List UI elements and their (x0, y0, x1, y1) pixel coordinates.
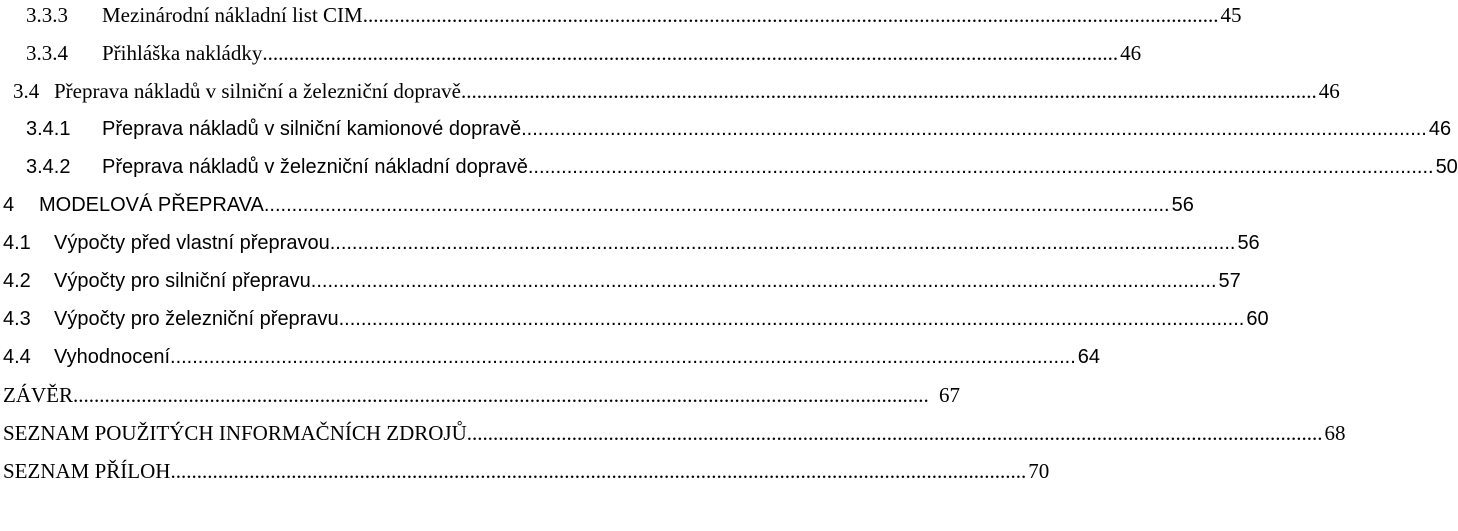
toc-dot-leader: ................................................................................................................................................................... (170, 346, 1076, 368)
toc-entry-page: 46 (1120, 41, 1142, 65)
toc-dot-leader: ................................................................................................................................................................... (310, 270, 1217, 292)
toc-dot-leader: ................................................................................................................................................................... (262, 41, 1119, 65)
toc-entry[interactable] (0, 228, 1260, 258)
toc-entry-number: 4.4 (3, 346, 31, 368)
toc-entry-title: Výpočty pro železniční přepravu (54, 308, 339, 330)
toc-dot-leader: ................................................................................................................................................................... (263, 194, 1170, 216)
toc-entry[interactable] (0, 342, 1100, 372)
toc-entry-page: 56 (1237, 232, 1260, 254)
toc-entry-title: Mezinárodní nákladní list CIM (102, 3, 363, 27)
toc-entry-title: SEZNAM POUŽITÝCH INFORMAČNÍCH ZDROJŮ (3, 421, 467, 445)
toc-entry-page: 64 (1077, 346, 1100, 368)
toc-entry-title: ZÁVĚR (3, 383, 73, 407)
toc-entry[interactable] (0, 380, 960, 410)
toc-entry-page: 45 (1220, 3, 1242, 27)
toc-entry[interactable] (0, 456, 1050, 486)
toc-dot-leader: ................................................................................................................................................................... (73, 383, 929, 407)
toc-entry[interactable] (0, 38, 1142, 68)
toc-entry-number: 3.4.1 (26, 118, 71, 140)
toc-entry[interactable] (0, 190, 1194, 220)
toc-entry-title: Přeprava nákladů v železniční nákladní dopravě (102, 156, 528, 178)
toc-dot-leader: ................................................................................................................................................................... (527, 156, 1434, 178)
toc-entry-title: Přeprava nákladů v silniční kamionové dopravě (102, 118, 522, 140)
toc-entry-page: 60 (1246, 308, 1269, 330)
toc-entry[interactable] (0, 114, 1452, 144)
toc-entry-title: MODELOVÁ PŘEPRAVA (39, 194, 264, 216)
toc-entry-page: 50 (1435, 156, 1458, 178)
toc-entry-page: 57 (1218, 270, 1241, 292)
toc-entry-number: 3.3.4 (26, 41, 68, 65)
toc-entry-number: 4.1 (3, 232, 31, 254)
toc-entry[interactable] (0, 266, 1241, 296)
toc-entry-page: 67 (939, 383, 960, 407)
toc-entry-title: Přihláška nakládky (102, 41, 263, 65)
toc-entry-page: 56 (1171, 194, 1194, 216)
toc-dot-leader: ................................................................................................................................................................... (338, 308, 1245, 330)
toc-entry-page: 70 (1028, 459, 1050, 483)
toc-entry-number: 4.2 (3, 270, 31, 292)
toc-entry-title: Vyhodnocení (54, 346, 171, 368)
toc-entry-title: SEZNAM PŘÍLOH (3, 459, 171, 483)
toc-entry-title: Výpočty pro silniční přepravu (54, 270, 311, 292)
toc-entry[interactable] (0, 418, 1346, 448)
toc-entry[interactable] (0, 152, 1458, 182)
toc-dot-leader: ................................................................................................................................................................... (329, 232, 1236, 254)
toc-entry-title: Přeprava nákladů v silniční a železniční dopravě (54, 79, 461, 103)
toc-entry-number: 4.3 (3, 308, 31, 330)
toc-entry-page: 46 (1318, 79, 1340, 103)
toc-entry-number: 4 (3, 194, 15, 216)
toc-entry-number: 3.4 (13, 79, 40, 103)
toc-entry-number: 3.4.2 (26, 156, 71, 178)
toc-entry[interactable] (0, 76, 1340, 106)
toc-entry[interactable] (0, 304, 1269, 334)
toc-entry-number: 3.3.3 (26, 3, 68, 27)
toc-entry-title: Výpočty před vlastní přepravou (54, 232, 330, 254)
toc-dot-leader: ................................................................................................................................................................... (461, 79, 1317, 103)
toc-entry[interactable] (0, 0, 1242, 30)
toc-dot-leader: ................................................................................................................................................................... (170, 459, 1027, 483)
toc-entry-page: 68 (1324, 421, 1346, 445)
toc-dot-leader: ................................................................................................................................................................... (521, 118, 1427, 140)
toc-dot-leader: ................................................................................................................................................................... (362, 3, 1219, 27)
toc-dot-leader: ................................................................................................................................................................... (466, 421, 1323, 445)
toc-entry-page: 46 (1428, 118, 1452, 140)
